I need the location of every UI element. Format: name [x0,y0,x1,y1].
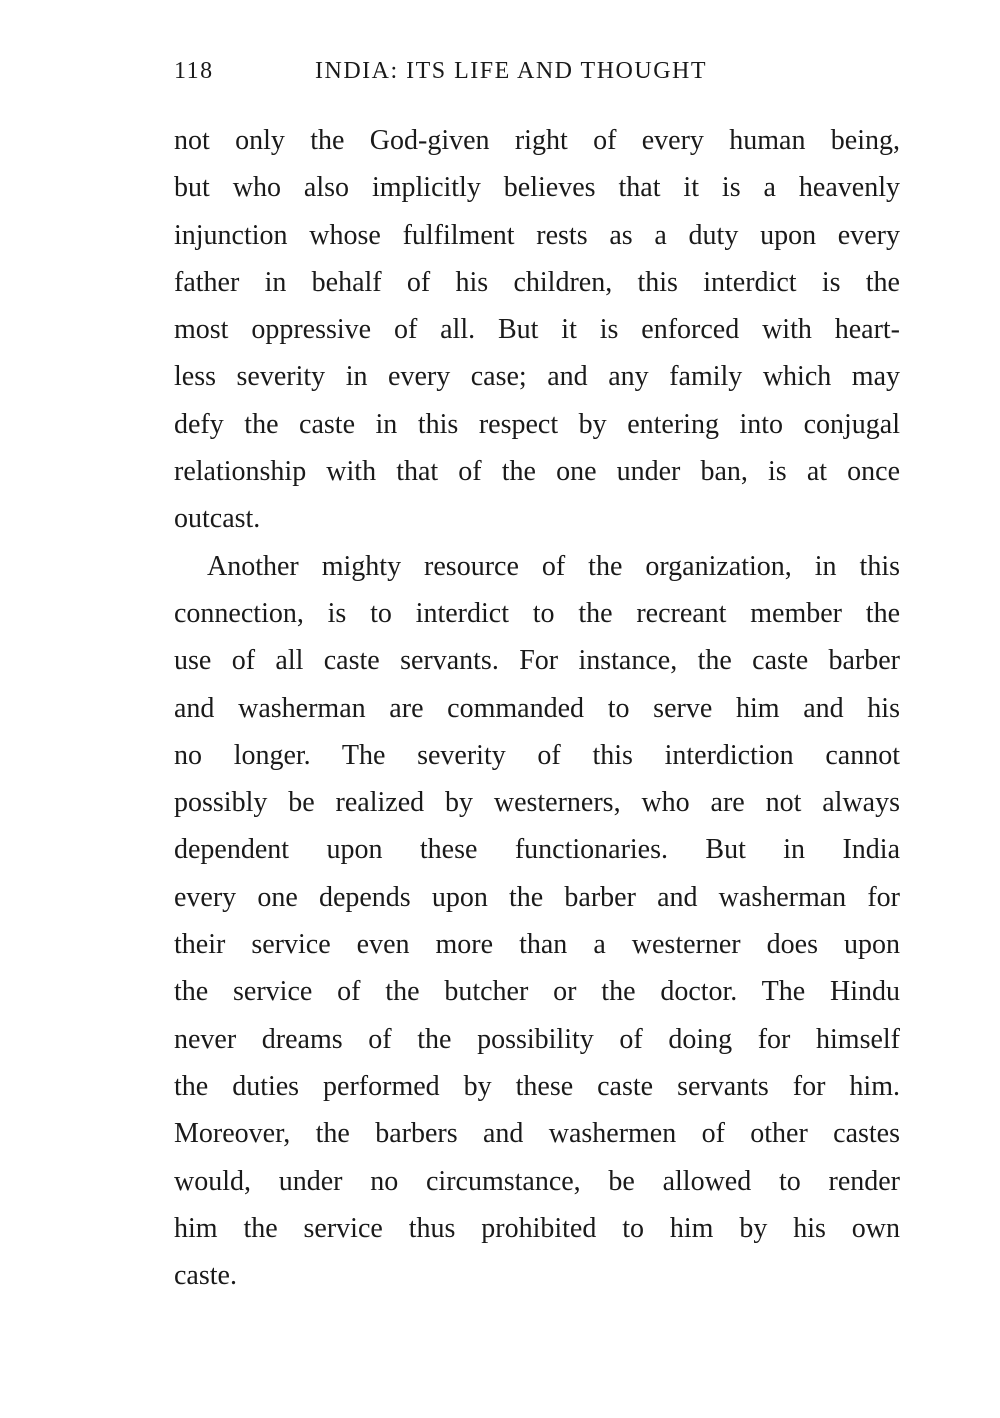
paragraph [174,117,900,543]
text-line: the duties performed by these caste servants for him. [174,1070,900,1102]
text-line: the service of the butcher or the doctor. The Hindu [174,976,900,1008]
text-line: dependent upon these functionaries. But in India [174,834,900,866]
text-line: but who also implicitly believes that it is a heavenly [174,172,900,204]
text-line: defy the caste in this respect by entering into conjugal [174,408,900,440]
body-text [174,117,900,1299]
text-line: possibly be realized by westerners, who are not always [174,787,900,819]
text-line: Moreover, the barbers and washermen of other castes [174,1118,900,1150]
text-line: outcast. [174,503,261,535]
page-number: 118 [174,58,214,84]
text-line: connection, is to interdict to the recreant member the [174,597,900,629]
text-line: would, under no circumstance, be allowed to render [174,1165,900,1197]
text-line: every one depends upon the barber and washerman for [174,881,900,913]
paragraph [174,543,900,1300]
text-line: not only the God-given right of every human being, [174,125,900,156]
text-line: injunction whose fulfilment rests as a duty upon every [174,219,900,251]
text-line: use of all caste servants. For instance, the caste barber [174,645,900,677]
text-line: relationship with that of the one under ban, is at once [174,456,900,488]
text-line: never dreams of the possibility of doing for himself [174,1023,900,1055]
text-line: and washerman are commanded to serve him and his [174,692,900,724]
text-line: father in behalf of his children, this interdict is the [174,266,900,298]
running-title: INDIA: ITS LIFE AND THOUGHT [315,58,708,84]
text-line: caste. [174,1260,237,1292]
text-line: Another mighty resource of the organization, in this [207,550,900,582]
text-line: him the service thus prohibited to him by his own [174,1212,900,1244]
text-line: most oppressive of all. But it is enforced with heart- [174,314,900,346]
text-line: their service even more than a westerner does upon [174,929,900,961]
running-head [174,58,900,94]
text-line: less severity in every case; and any family which may [174,361,900,393]
text-line: no longer. The severity of this interdiction cannot [174,739,900,771]
